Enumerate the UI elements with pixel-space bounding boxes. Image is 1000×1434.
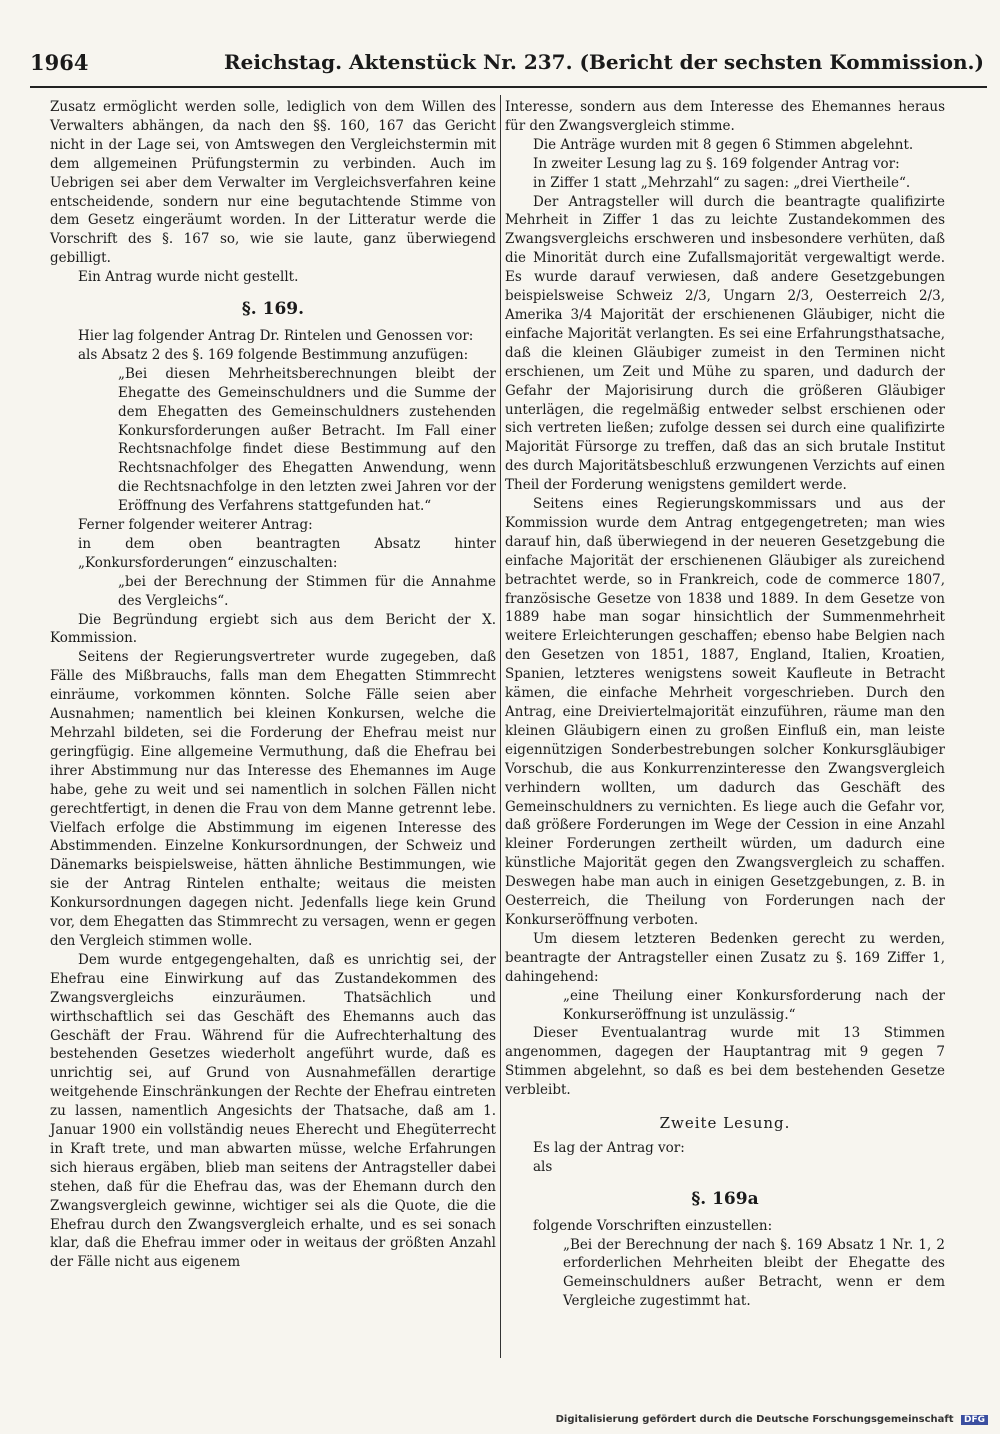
paragraph: Um diesem letzteren Bedenken gerecht zu werden, beantragte der Antragsteller einen Zusatz zu §. 169 Ziffer 1, dahingehend: (505, 930, 945, 985)
paragraph: Ferner folgender weiterer Antrag: (78, 517, 313, 534)
quoted-provision: „Bei diesen Mehrheitsberechnungen bleibt der Ehegatte des Gemeinschuldners und die Summe der dem Ehegatten des Gemeinschuldners zustehenden Konkursforderungen außer Betracht. Im Fall einer Rechtsnachfolge findet diese Bestimmung auf den Rechtsnachfolger des Ehegatten Anwendung, wenn die Rechtsnachfolge in den letzten zwei Jahren vor der Eröffnung des Verfahrens stattgefunden hat.“ (118, 365, 496, 515)
paragraph: Ein Antrag wurde nicht gestellt. (78, 269, 299, 286)
paragraph: Zusatz ermöglicht werden solle, lediglich von dem Willen des Verwalters abhängen, da nach den §§. 160, 167 das Gericht nicht in der Lage sei, von Amtswegen den Vergleichstermin mit dem allgemeinen Prüfungstermin zu verbinden. Auch im Uebrigen sei aber dem Verwalter im Vergleichsverfahren keine entscheidende, sondern nur eine begutachtende Stimme von dem Gesetz eingeräumt worden. In der Litteratur werde die Vorschrift des §. 167 so, wie sie laute, ganz überwiegend gebilligt. (50, 99, 496, 267)
paragraph: Seitens der Regierungsvertreter wurde zugegeben, daß Fälle des Mißbrauchs, falls man dem Ehegatten Stimmrecht einräume, vorkommen könnten. Solche Fälle seien aber Ausnahmen; namentlich bei kleinen Konkursen, welche die Mehrzahl bildeten, sei die Forderung der Ehefrau meist nur geringfügig. Eine allgemeine Vermuthung, daß die Ehefrau bei ihrer Abstimmung nur das Interesse des Ehemannes im Auge habe, gehe zu weit und sei namentlich in solchen Fällen nicht gerechtfertigt, in denen die Frau von dem Manne getrennt lebe. Vielfach erfolge die Abstimmung im eigenen Interesse des Abstimmenden. Einzelne Konkursordnungen, der Schweiz und Dänemarks beispielsweise, hätten ähnliche Bestimmungen, wie sie der Antrag Rintelen enthalte; weitaus die meisten Konkursordnungen dagegen nicht. Jedenfalls liege kein Grund vor, dem Ehegatten das Stimmrecht zu versagen, wenn er gegen den Vergleich stimmen wolle. (50, 649, 496, 949)
section-heading: §. 169. (241, 299, 305, 320)
motion-item: in Ziffer 1 statt „Mehrzahl“ zu sagen: „drei Viertheile“. (533, 174, 911, 191)
paragraph: Der Antragsteller will durch die beantragte qualifizirte Mehrheit in Ziffer 1 das zu leichte Zustandekommen des Zwangsvergleichs erschweren und insbesondere verhüten, daß die Minorität durch eine Zufallsmajorität vergewaltigt werde. Es wurde darauf verwiesen, daß andere Gesetzgebungen beispielsweise Schweiz 2/3, Ungarn 2/3, Oesterreich 2/3, Amerika 3/4 Majorität der erschienenen Gläubiger, nicht die einfache Majorität verlangten. Es sei eine Erfahrungsthatsache, daß die kleinen Gläubiger zumeist in den Terminen nicht erschienen, um Zeit und Mühe zu sparen, und dadurch der Gefahr der Majorisirung durch die größeren Gläubiger unterlägen, die regelmäßig entweder selbst erschienen oder sich vertreten ließen; zufolge dessen sei durch eine qualifizirte Majorität Fürsorge zu treffen, daß das an sich brutale Institut des durch Majoritätsbeschluß erzwungenen Verzichts auf einen Theil der Forderung wenigstens gemildert werde. (505, 193, 945, 494)
page-number: 1964 (30, 50, 89, 75)
motion-item: folgende Vorschriften einzustellen: (533, 1217, 773, 1234)
paragraph: Dem wurde entgegengehalten, daß es unrichtig sei, der Ehefrau eine Einwirkung auf das Zustandekommen des Zwangsvergleichs einzuräumen. Thatsächlich und wirthschaftlich sei das Geschäft des Ehemanns auch das Geschäft der Frau. Während für die Aufrechterhaltung des bestehenden Gesetzes wiederholt angeführt wurde, daß es unrichtig sei, auf Grund von Ausnahmefällen derartige weitgehende Einschränkungen der Rechte der Ehefrau eintreten zu lassen, namentlich Angesichts der Thatsache, daß am 1. Januar 1900 ein vollständig neues Eherecht und Ehegüterrecht in Kraft trete, und man abwarten müsse, welche Erfahrungen sich hieraus ergäben, blieb man seitens der Antragsteller dabei stehen, daß für die Ehefrau das, was der Ehemann durch den Zwangsvergleich gewinne, wichtiger sei als die Quote, die die Ehefrau durch den Zwangsvergleich erhalte, und es sei sonach klar, daß die Ehefrau immer oder in weitaus der größten Anzahl der Fälle nicht aus eigenem (50, 951, 496, 1271)
motion-item: in dem oben beantragten Absatz hinter „Konkursforderungen“ einzuschalten: (78, 535, 496, 571)
header-rule (30, 86, 987, 88)
section-heading: §. 169a (691, 1188, 759, 1209)
motion-item: als Absatz 2 des §. 169 folgende Bestimmung anzufügen: (78, 346, 469, 363)
digitization-credit (556, 1414, 988, 1425)
quoted-provision: „bei der Berechnung der Stimmen für die Annahme des Vergleichs“. (118, 573, 496, 609)
paragraph: Seitens eines Regierungskommissars und aus der Kommission wurde dem Antrag entgegengetreten; man wies darauf hin, daß überwiegend in der neueren Gesetzgebung die einfache Majorität der erschienenen Gläubiger als zureichend betrachtet werde, so in Frankreich, code de commerce 1807, französische Gesetze von 1838 und 1889. In dem Gesetze von 1889 habe man sogar hinsichtlich der Summenmehrheit weitere Erleichterungen geschaffen; ebenso habe Belgien nach den Gesetzen von 1851, 1887, England, Italien, Kroatien, Spanien, letzteres wenigstens soweit Kaufleute in Betracht kämen, die einfache Mehrheit vorgeschrieben. Durch den Antrag, eine Dreiviertelmajorität einzuführen, räume man den kleinen Gläubigern einen zu großen Einfluß ein, man leiste eigennützigen Sonderbestrebungen solcher Konkursgläubiger Vorschub, die aus Konkurrenzinteresse den Zwangsvergleich verhindern wollten, um dadurch das Geschäft des Gemeinschuldners zu vernichten. Es liege auch die Gefahr vor, daß größere Forderungen im Wege der Cession in eine Anzahl kleiner Forderungen zertheilt würden, um dadurch eine künstliche Majorität gegen den Zwangsvergleich zu schaffen. Deswegen habe man auch in einigen Gesetzgebungen, z. B. in Oesterreich, die Theilung von Forderungen nach der Konkurseröffnung verboten. (505, 496, 945, 928)
running-head: Reichstag. Aktenstück Nr. 237. (Bericht der sechsten Kommission.) (224, 50, 984, 74)
paragraph: Die Anträge wurden mit 8 gegen 6 Stimmen abgelehnt. (533, 136, 914, 153)
left-column (50, 98, 496, 1272)
right-column (505, 98, 945, 1311)
credit-text: Digitalisierung gefördert durch die Deutsche Forschungsgemeinschaft (555, 1414, 954, 1425)
column-divider (500, 95, 501, 1358)
paragraph: Die Begründung ergiebt sich aus dem Bericht der X. Kommission. (50, 611, 496, 647)
dfg-logo: DFG (961, 1415, 988, 1425)
quoted-provision: „eine Theilung einer Konkursforderung nach der Konkurseröffnung ist unzulässig.“ (563, 987, 945, 1023)
paragraph: In zweiter Lesung lag zu §. 169 folgender Antrag vor: (533, 155, 900, 172)
page-header (30, 50, 985, 82)
motion-item: als (533, 1158, 553, 1175)
paragraph: Es lag der Antrag vor: (533, 1139, 685, 1156)
section-subheading: Zweite Lesung. (659, 1114, 791, 1133)
quoted-provision: „Bei der Berechnung der nach §. 169 Absatz 1 Nr. 1, 2 erforderlichen Mehrheiten bleibt der Ehegatte des Gemeinschuldners außer Betracht, wenn er dem Vergleiche zugestimmt hat. (563, 1236, 945, 1310)
paragraph: Hier lag folgender Antrag Dr. Rintelen und Genossen vor: (78, 327, 474, 344)
paragraph: Interesse, sondern aus dem Interesse des Ehemannes heraus für den Zwangsvergleich stimme. (505, 99, 945, 134)
paragraph: Dieser Eventualantrag wurde mit 13 Stimmen angenommen, dagegen der Hauptantrag mit 9 gegen 7 Stimmen abgelehnt, so daß es bei dem bestehenden Gesetze verbleibt. (505, 1025, 945, 1099)
